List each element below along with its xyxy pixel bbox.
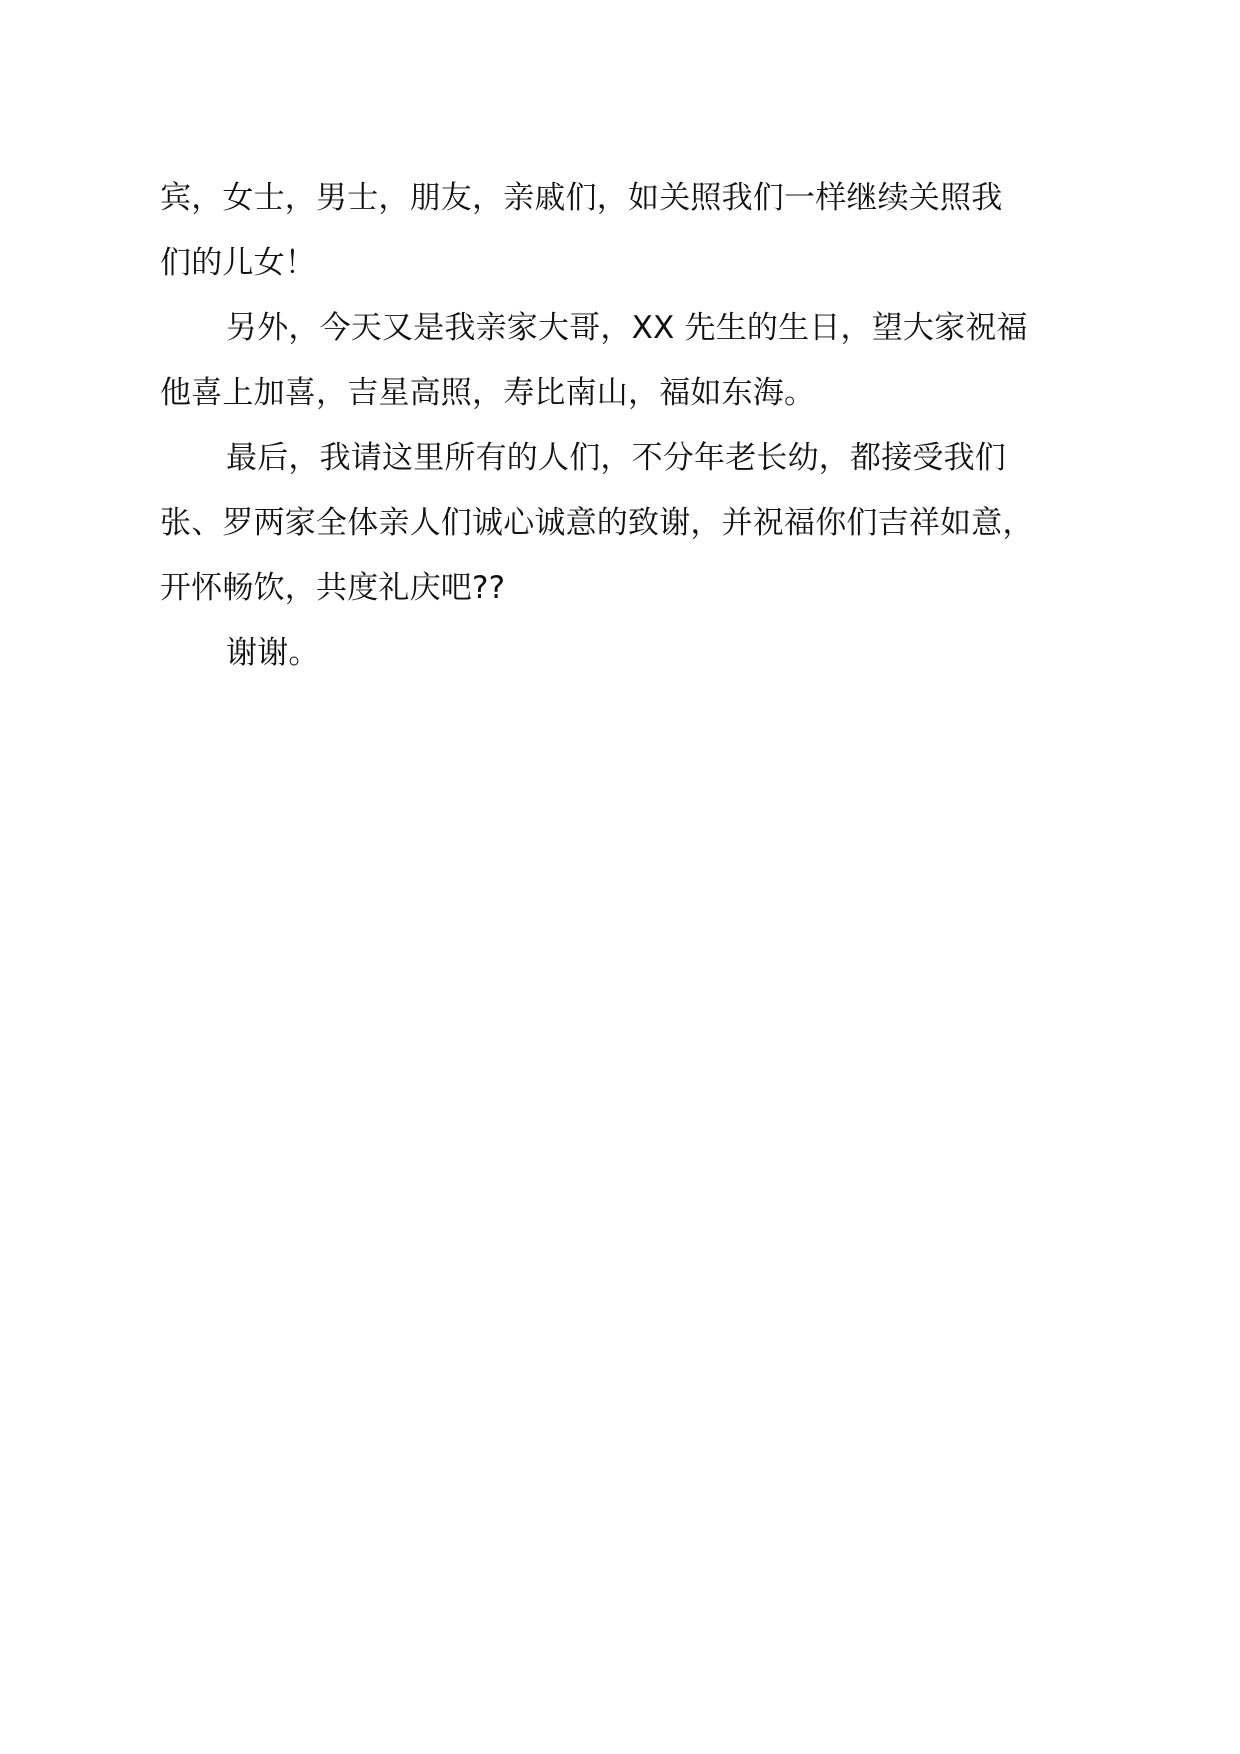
paragraph-line: 宾，女士，男士，朋友，亲戚们，如关照我们一样继续关照我 xyxy=(160,180,1003,216)
paragraph-line: 另外，今天又是我亲家大哥，XX 先生的生日，望大家祝福 xyxy=(226,310,1028,346)
paragraph-line: 他喜上加喜，吉星高照，寿比南山，福如东海。 xyxy=(160,375,816,411)
paragraph-continued-guest-thanks xyxy=(160,166,1090,296)
document-body xyxy=(160,166,1090,686)
paragraph-birthday-wishes xyxy=(160,296,1090,426)
paragraph-line: 张、罗两家全体亲人们诚心诚意的致谢，并祝福你们吉祥如意， xyxy=(160,505,1034,541)
paragraph-line: 最后，我请这里所有的人们，不分年老长幼，都接受我们 xyxy=(226,440,1006,476)
paragraph-line: 们的儿女！ xyxy=(160,245,316,281)
paragraph-line: 谢谢。 xyxy=(226,635,320,671)
paragraph-line: 开怀畅饮，共度礼庆吧?? xyxy=(160,570,506,606)
paragraph-closing xyxy=(160,621,1090,686)
paragraph-final-thanks xyxy=(160,426,1090,621)
